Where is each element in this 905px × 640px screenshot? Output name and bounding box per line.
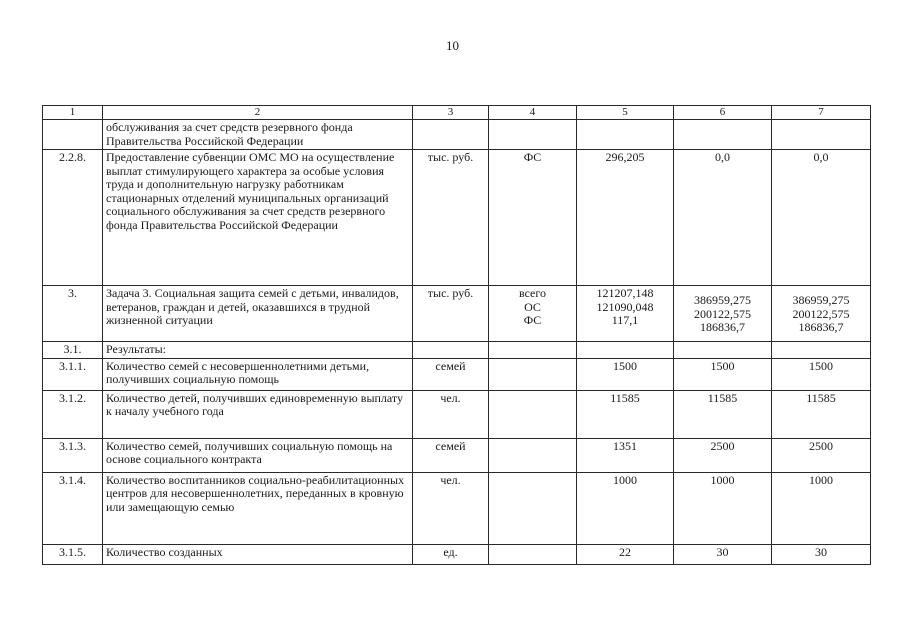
row-description: Количество семей с несовершеннолетними детьми, получивших социальную помощь <box>103 358 413 390</box>
page-number: 10 <box>446 38 459 53</box>
table-row <box>43 120 871 150</box>
row-value-6 <box>674 120 772 150</box>
row-value-5: 296,205 <box>577 150 674 286</box>
row-value-5 <box>577 120 674 150</box>
source-line: ОС <box>524 299 541 314</box>
row-number: 3.1. <box>43 342 103 359</box>
row-number: 3.1.4. <box>43 472 103 544</box>
row-source <box>489 120 577 150</box>
source-line: всего <box>518 286 547 300</box>
value-line: 200122,575 <box>694 306 751 321</box>
value-line: 121207,148 <box>596 286 654 300</box>
row-value-7: 1000 <box>772 472 871 544</box>
value-line: 186836,7 <box>700 320 745 334</box>
row-description: Результаты: <box>103 342 413 359</box>
row-source <box>489 438 577 472</box>
row-unit: семей <box>413 438 489 472</box>
row-description: Количество созданных <box>103 544 413 564</box>
row-value-7: 0,0 <box>772 150 871 286</box>
row-description: Задача 3. Социальная защита семей с детьми, инвалидов, ветеранов, граждан и детей, оказавшихся в трудной жизненной ситуации <box>103 286 413 342</box>
source-line: ФС <box>523 313 542 327</box>
header-cell: 4 <box>489 106 577 120</box>
row-number: 2.2.8. <box>43 150 103 286</box>
row-description: Количество детей, получивших единовременную выплату к началу учебного года <box>103 390 413 438</box>
row-unit: чел. <box>413 472 489 544</box>
row-number: 3.1.5. <box>43 544 103 564</box>
table-row <box>43 438 871 472</box>
value-line: 386959,275 <box>694 293 751 307</box>
row-value-7: 1500 <box>772 358 871 390</box>
row-unit: семей <box>413 358 489 390</box>
row-unit <box>413 342 489 359</box>
row-value-7 <box>772 120 871 150</box>
row-number: 3.1.2. <box>43 390 103 438</box>
row-value-6 <box>674 342 772 359</box>
document-table <box>42 105 871 565</box>
row-unit: тыс. руб. <box>413 150 489 286</box>
row-description: Количество семей, получивших социальную помощь на основе социального контракта <box>103 438 413 472</box>
row-number <box>43 120 103 150</box>
table-row <box>43 342 871 359</box>
row-value-7: 11585 <box>772 390 871 438</box>
row-value-6: 1000 <box>674 472 772 544</box>
table-row <box>43 150 871 286</box>
header-cell: 1 <box>43 106 103 120</box>
header-cell: 5 <box>577 106 674 120</box>
value-line: 186836,7 <box>798 320 844 334</box>
row-value-6: 2500 <box>674 438 772 472</box>
row-source <box>489 358 577 390</box>
table-row <box>43 358 871 390</box>
row-value-5: 11585 <box>577 390 674 438</box>
header-cell: 7 <box>772 106 871 120</box>
row-description: Количество воспитанников социально-реабилитационных центров для несовершеннолетних, переданных в кровную или замещающую семью <box>103 472 413 544</box>
header-cell: 2 <box>103 106 413 120</box>
row-source <box>489 286 577 342</box>
row-number: 3. <box>43 286 103 342</box>
table-row <box>43 544 871 564</box>
row-unit: чел. <box>413 390 489 438</box>
row-source <box>489 544 577 564</box>
row-value-5: 1500 <box>577 358 674 390</box>
row-value-5 <box>577 342 674 359</box>
row-source <box>489 342 577 359</box>
row-value-7: 2500 <box>772 438 871 472</box>
table-header-row <box>43 106 871 120</box>
row-source: ФС <box>489 150 577 286</box>
table-row <box>43 286 871 342</box>
row-unit: ед. <box>413 544 489 564</box>
row-value-7: 30 <box>772 544 871 564</box>
table-row <box>43 390 871 438</box>
row-value-6: 30 <box>674 544 772 564</box>
row-number: 3.1.3. <box>43 438 103 472</box>
row-source <box>489 390 577 438</box>
row-value-7 <box>772 286 871 342</box>
row-value-5: 22 <box>577 544 674 564</box>
row-unit: тыс. руб. <box>413 286 489 342</box>
row-value-5 <box>577 286 674 342</box>
row-number: 3.1.1. <box>43 358 103 390</box>
row-value-5: 1351 <box>577 438 674 472</box>
row-value-6: 11585 <box>674 390 772 438</box>
row-value-6 <box>674 286 772 342</box>
value-line: 117,1 <box>611 313 639 327</box>
row-value-5: 1000 <box>577 472 674 544</box>
value-line: 121090,048 <box>596 299 654 314</box>
row-source <box>489 472 577 544</box>
value-line: 200122,575 <box>792 306 850 321</box>
value-line: 386959,275 <box>792 293 850 307</box>
row-description: Предоставление субвенции ОМС МО на осуществление выплат стимулирующего характера за особые условия труда и дополнительную нагрузку работникам стационарных отделений муниципальных организаций социального обслуживания за счет средств резервного фонда Правительства Российской Федерации <box>103 150 413 286</box>
row-value-7 <box>772 342 871 359</box>
table-row <box>43 472 871 544</box>
row-value-6: 0,0 <box>674 150 772 286</box>
row-description: обслуживания за счет средств резервного фонда Правительства Российской Федерации <box>103 120 413 150</box>
row-unit <box>413 120 489 150</box>
header-cell: 3 <box>413 106 489 120</box>
header-cell: 6 <box>674 106 772 120</box>
row-value-6: 1500 <box>674 358 772 390</box>
